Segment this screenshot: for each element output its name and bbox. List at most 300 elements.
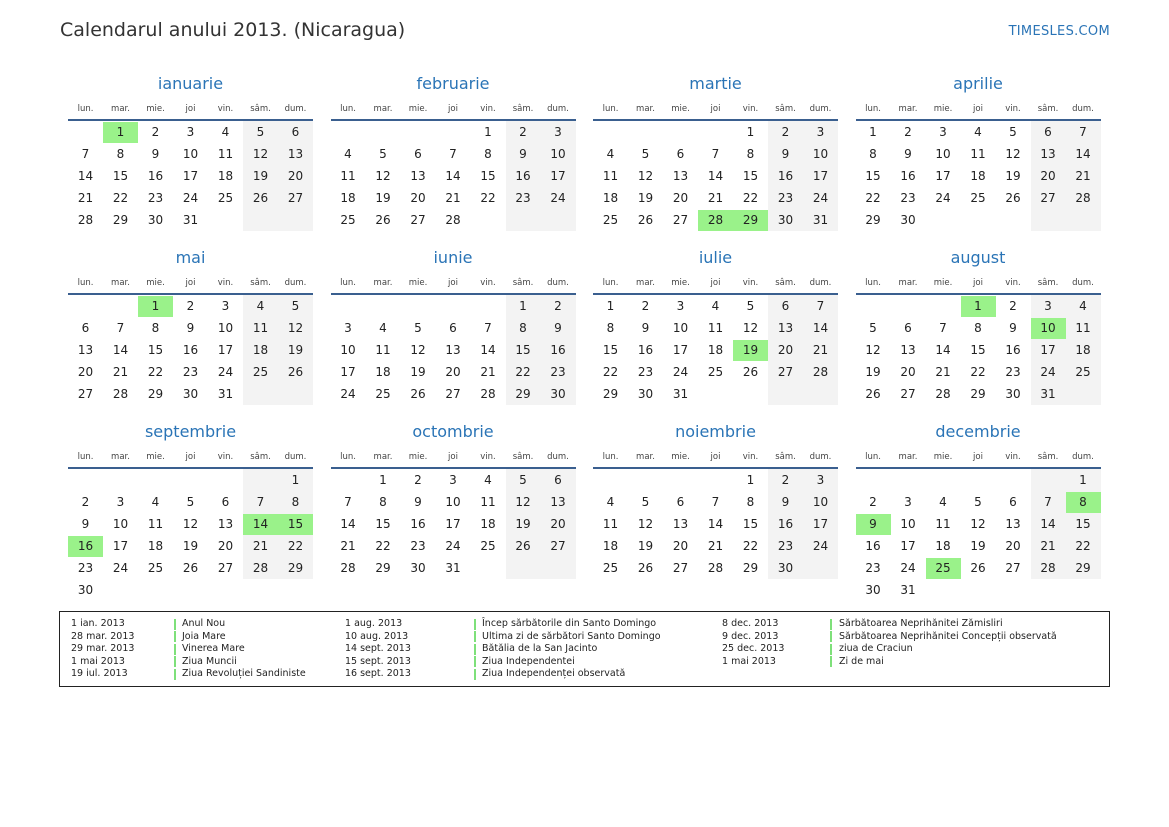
- day-cell: 29: [287, 561, 304, 575]
- weekday-header: joi: [973, 452, 983, 462]
- day-cell: 28: [812, 365, 829, 379]
- weekday-header: dum.: [284, 452, 307, 462]
- day-cell: 10: [550, 147, 566, 161]
- day-cell: 5: [256, 125, 265, 139]
- day-cell: 21: [77, 191, 94, 205]
- day-cell: 27: [410, 213, 426, 227]
- day-cell: 25: [147, 561, 164, 575]
- day-cell: 20: [77, 365, 94, 379]
- legend-date: 8 dec. 2013: [722, 618, 779, 629]
- day-cell: 29: [112, 213, 129, 227]
- month-title: iunie: [433, 248, 473, 267]
- day-cell: 1: [484, 125, 492, 139]
- day-cell: 26: [637, 561, 654, 575]
- day-cell: 28: [1075, 191, 1091, 205]
- legend-date: 29 mar. 2013: [71, 643, 135, 654]
- day-cell: 24: [672, 365, 689, 379]
- day-cell: 16: [410, 517, 426, 531]
- legend-marker: [830, 619, 832, 630]
- day-cell: 15: [480, 169, 496, 183]
- weekday-header: dum.: [1072, 104, 1094, 114]
- month-ianuarie: [68, 72, 313, 242]
- day-cell: 2: [781, 473, 790, 487]
- day-cell: 7: [711, 495, 720, 509]
- day-cell: 12: [637, 517, 654, 531]
- brand-link[interactable]: TIMESLES.COM: [1008, 24, 1110, 39]
- day-cell: 25: [1075, 365, 1091, 379]
- day-cell: 7: [816, 299, 825, 313]
- day-cell: 8: [746, 147, 755, 161]
- day-cell: 21: [252, 539, 269, 553]
- day-cell: 13: [777, 321, 794, 335]
- day-cell: 12: [375, 169, 391, 183]
- day-cell: 7: [256, 495, 265, 509]
- day-cell: 26: [410, 387, 426, 401]
- day-cell: 11: [375, 343, 391, 357]
- day-cell: 18: [935, 539, 951, 553]
- weekday-header: mie.: [933, 278, 953, 288]
- day-cell: 19: [637, 191, 654, 205]
- day-cell: 9: [81, 517, 90, 531]
- holiday-day: 8: [1066, 492, 1101, 513]
- day-cell: 14: [1075, 147, 1091, 161]
- weekday-header: mie.: [146, 452, 165, 462]
- weekday-header: mar.: [636, 452, 655, 462]
- legend-marker: [474, 631, 476, 642]
- day-cell: 19: [970, 539, 986, 553]
- day-cell: 26: [742, 365, 759, 379]
- weekday-header: lun.: [865, 278, 881, 288]
- day-cell: 1: [1079, 473, 1087, 487]
- day-cell: 19: [287, 343, 304, 357]
- day-cell: 25: [602, 561, 619, 575]
- day-cell: 27: [672, 213, 689, 227]
- day-cell: 20: [900, 365, 916, 379]
- day-cell: 13: [550, 495, 566, 509]
- weekday-header: mar.: [898, 104, 918, 114]
- legend-holiday-name: Joia Mare: [182, 630, 226, 642]
- weekday-header: dum.: [809, 452, 832, 462]
- day-cell: 14: [935, 343, 951, 357]
- day-cell: 24: [112, 561, 129, 575]
- day-cell: 24: [445, 539, 461, 553]
- month-aprilie: [856, 72, 1101, 242]
- weekday-header: mar.: [373, 452, 393, 462]
- day-cell: 11: [602, 169, 619, 183]
- legend-date: 19 iul. 2013: [71, 668, 128, 679]
- day-cell: 17: [217, 343, 234, 357]
- weekday-header: lun.: [865, 452, 881, 462]
- day-cell: 29: [970, 387, 986, 401]
- day-cell: 9: [781, 495, 790, 509]
- day-cell: 1: [746, 125, 755, 139]
- weekday-header: mie.: [671, 278, 690, 288]
- month-title: octombrie: [412, 422, 494, 441]
- day-cell: 12: [637, 169, 654, 183]
- day-cell: 20: [672, 539, 689, 553]
- legend-marker: [474, 656, 476, 667]
- weekday-header: mie.: [671, 104, 690, 114]
- day-cell: 22: [970, 365, 986, 379]
- day-cell: 1: [519, 299, 527, 313]
- holiday-day: 16: [68, 536, 103, 557]
- day-cell: 23: [900, 191, 916, 205]
- legend-holiday-name: Sărbătoarea Neprihănitei Concepții observată: [839, 630, 1057, 642]
- legend-holiday-name: ziua de Craciun: [839, 643, 913, 654]
- day-cell: 1: [746, 473, 755, 487]
- day-cell: 30: [550, 387, 566, 401]
- day-cell: 7: [116, 321, 125, 335]
- day-cell: 6: [291, 125, 300, 139]
- day-cell: 24: [1040, 365, 1056, 379]
- legend-marker: [474, 644, 476, 655]
- day-cell: 18: [375, 365, 391, 379]
- day-cell: 28: [252, 561, 269, 575]
- day-cell: 4: [256, 299, 265, 313]
- legend-date: 25 dec. 2013: [722, 643, 785, 654]
- day-cell: 25: [375, 387, 391, 401]
- weekday-header: lun.: [602, 452, 619, 462]
- day-cell: 24: [812, 539, 829, 553]
- day-cell: 16: [182, 343, 199, 357]
- weekday-header: mie.: [671, 452, 690, 462]
- day-cell: 10: [812, 147, 829, 161]
- month-title: noiembrie: [675, 422, 756, 441]
- month-iunie: [331, 246, 576, 416]
- weekday-header: sâm.: [250, 452, 271, 462]
- day-cell: 30: [777, 561, 794, 575]
- day-cell: 29: [515, 387, 531, 401]
- month-august: [856, 246, 1101, 416]
- day-cell: 28: [445, 213, 461, 227]
- day-cell: 17: [182, 169, 199, 183]
- day-cell: 18: [970, 169, 986, 183]
- day-cell: 7: [449, 147, 457, 161]
- day-cell: 25: [970, 191, 986, 205]
- day-cell: 5: [746, 299, 755, 313]
- weekday-header: lun.: [77, 104, 94, 114]
- day-cell: 9: [781, 147, 790, 161]
- holiday-legend: [59, 611, 1110, 687]
- day-cell: 5: [186, 495, 195, 509]
- day-cell: 16: [865, 539, 881, 553]
- page-title: Calendarul anului 2013. (Nicaragua): [60, 19, 406, 41]
- day-cell: 17: [812, 169, 829, 183]
- holiday-day: 14: [243, 514, 278, 535]
- day-cell: 25: [602, 213, 619, 227]
- month-title: februarie: [416, 74, 490, 93]
- day-cell: 6: [554, 473, 562, 487]
- day-cell: 16: [777, 517, 794, 531]
- day-cell: 26: [1005, 191, 1021, 205]
- holiday-day: 10: [1031, 318, 1066, 339]
- day-cell: 4: [711, 299, 720, 313]
- month-iulie: [593, 246, 838, 416]
- weekday-header: joi: [185, 104, 196, 114]
- day-cell: 24: [340, 387, 356, 401]
- day-cell: 12: [287, 321, 304, 335]
- day-cell: 4: [484, 473, 492, 487]
- day-cell: 28: [707, 561, 724, 575]
- legend-holiday-name: Ultima zi de sărbători Santo Domingo: [482, 630, 661, 642]
- month-title: ianuarie: [157, 74, 224, 93]
- day-cell: 25: [480, 539, 496, 553]
- day-cell: 16: [147, 169, 164, 183]
- day-cell: 21: [480, 365, 496, 379]
- day-cell: 23: [410, 539, 426, 553]
- day-cell: 18: [480, 517, 496, 531]
- weekday-header: dum.: [547, 278, 569, 288]
- day-cell: 6: [676, 495, 685, 509]
- weekday-header: vin.: [480, 104, 496, 114]
- weekday-header: sâm.: [1037, 278, 1059, 288]
- weekday-header: mie.: [933, 452, 953, 462]
- weekday-header: sâm.: [250, 278, 271, 288]
- day-cell: 7: [711, 147, 720, 161]
- legend-marker: [174, 669, 176, 680]
- day-cell: 29: [602, 387, 619, 401]
- day-cell: 20: [217, 539, 234, 553]
- day-cell: 23: [515, 191, 531, 205]
- month-martie: [593, 72, 838, 242]
- day-cell: 21: [935, 365, 951, 379]
- weekday-header: joi: [448, 452, 458, 462]
- day-cell: 25: [707, 365, 724, 379]
- day-cell: 19: [252, 169, 269, 183]
- legend-holiday-name: Bătălia de la San Jacinto: [482, 643, 598, 654]
- month-title: decembrie: [935, 422, 1021, 441]
- day-cell: 3: [449, 473, 457, 487]
- day-cell: 7: [1044, 495, 1052, 509]
- day-cell: 5: [641, 495, 650, 509]
- weekday-header: joi: [710, 104, 721, 114]
- day-cell: 24: [812, 191, 829, 205]
- legend-date: 14 sept. 2013: [345, 643, 411, 654]
- day-cell: 4: [221, 125, 230, 139]
- day-cell: 24: [900, 561, 916, 575]
- weekday-header: dum.: [809, 104, 832, 114]
- weekday-header: mie.: [933, 104, 953, 114]
- day-cell: 15: [147, 343, 164, 357]
- day-cell: 22: [515, 365, 531, 379]
- day-cell: 30: [777, 213, 794, 227]
- day-cell: 11: [252, 321, 269, 335]
- day-cell: 16: [637, 343, 654, 357]
- day-cell: 12: [410, 343, 426, 357]
- day-cell: 30: [900, 213, 916, 227]
- weekday-header: lun.: [340, 278, 356, 288]
- day-cell: 20: [672, 191, 689, 205]
- day-cell: 26: [515, 539, 531, 553]
- day-cell: 11: [1075, 321, 1091, 335]
- day-cell: 11: [480, 495, 496, 509]
- day-cell: 26: [182, 561, 199, 575]
- day-cell: 27: [672, 561, 689, 575]
- day-cell: 21: [1075, 169, 1091, 183]
- day-cell: 3: [554, 125, 562, 139]
- weekday-header: lun.: [602, 104, 619, 114]
- weekday-header: dum.: [1072, 452, 1094, 462]
- day-cell: 9: [641, 321, 650, 335]
- day-cell: 25: [252, 365, 269, 379]
- day-cell: 7: [1079, 125, 1087, 139]
- legend-date: 1 aug. 2013: [345, 618, 403, 629]
- holiday-day: 9: [856, 514, 891, 535]
- legend-marker: [474, 619, 476, 630]
- day-cell: 11: [602, 517, 619, 531]
- day-cell: 15: [742, 169, 759, 183]
- legend-holiday-name: Vinerea Mare: [182, 643, 245, 654]
- day-cell: 15: [602, 343, 619, 357]
- day-cell: 24: [550, 191, 566, 205]
- day-cell: 13: [77, 343, 94, 357]
- day-cell: 21: [707, 191, 724, 205]
- day-cell: 3: [816, 125, 825, 139]
- day-cell: 9: [904, 147, 912, 161]
- day-cell: 1: [291, 473, 300, 487]
- day-cell: 15: [112, 169, 129, 183]
- day-cell: 16: [515, 169, 531, 183]
- legend-date: 1 mai 2013: [722, 655, 776, 667]
- holiday-day: 25: [926, 558, 961, 579]
- day-cell: 13: [900, 343, 916, 357]
- legend-holiday-name: Ziua Independentei: [482, 655, 575, 667]
- legend-holiday-name: Sărbătoarea Neprihănitei Zămisliri: [839, 618, 1003, 629]
- holiday-day: 1: [103, 122, 138, 143]
- day-cell: 11: [147, 517, 164, 531]
- day-cell: 27: [550, 539, 566, 553]
- day-cell: 30: [182, 387, 199, 401]
- day-cell: 9: [519, 147, 527, 161]
- day-cell: 4: [606, 495, 615, 509]
- weekday-header: joi: [448, 104, 458, 114]
- month-octombrie: [331, 420, 576, 590]
- day-cell: 8: [519, 321, 527, 335]
- holiday-day: 28: [698, 210, 733, 231]
- day-cell: 8: [116, 147, 125, 161]
- day-cell: 23: [147, 191, 164, 205]
- day-cell: 17: [550, 169, 566, 183]
- day-cell: 31: [812, 213, 829, 227]
- legend-holiday-name: Zi de mai: [839, 655, 884, 667]
- weekday-header: dum.: [809, 278, 832, 288]
- day-cell: 23: [77, 561, 94, 575]
- legend-marker: [174, 631, 176, 642]
- day-cell: 9: [1009, 321, 1017, 335]
- day-cell: 7: [484, 321, 492, 335]
- day-cell: 10: [900, 517, 916, 531]
- day-cell: 9: [186, 321, 195, 335]
- month-title: august: [950, 248, 1006, 267]
- legend-date: 1 mai 2013: [71, 655, 125, 667]
- day-cell: 11: [935, 517, 951, 531]
- day-cell: 13: [1040, 147, 1056, 161]
- weekday-header: vin.: [1005, 452, 1021, 462]
- holiday-day: 19: [733, 340, 768, 361]
- weekday-header: vin.: [742, 104, 759, 114]
- day-cell: 20: [550, 517, 566, 531]
- day-cell: 14: [340, 517, 356, 531]
- day-cell: 11: [340, 169, 356, 183]
- day-cell: 18: [252, 343, 269, 357]
- calendar-grid: [68, 72, 1102, 612]
- weekday-header: joi: [185, 278, 196, 288]
- day-cell: 31: [182, 213, 199, 227]
- day-cell: 3: [186, 125, 195, 139]
- weekday-header: vin.: [217, 278, 234, 288]
- day-cell: 23: [777, 539, 794, 553]
- day-cell: 31: [1040, 387, 1056, 401]
- day-cell: 31: [672, 387, 689, 401]
- day-cell: 22: [480, 191, 496, 205]
- day-cell: 19: [637, 539, 654, 553]
- weekday-header: dum.: [547, 104, 569, 114]
- day-cell: 6: [414, 147, 422, 161]
- weekday-header: joi: [448, 278, 458, 288]
- day-cell: 17: [340, 365, 356, 379]
- day-cell: 18: [1075, 343, 1091, 357]
- day-cell: 2: [1009, 299, 1017, 313]
- month-mai: [68, 246, 313, 416]
- day-cell: 7: [939, 321, 947, 335]
- day-cell: 27: [1040, 191, 1056, 205]
- weekday-header: lun.: [77, 452, 94, 462]
- legend-holiday-name: Încep sărbătorile din Santo Domingo: [482, 618, 657, 629]
- month-septembrie: [68, 420, 313, 597]
- weekday-header: sâm.: [1037, 104, 1059, 114]
- day-cell: 27: [777, 365, 794, 379]
- day-cell: 18: [602, 191, 619, 205]
- day-cell: 4: [939, 495, 947, 509]
- day-cell: 18: [602, 539, 619, 553]
- month-title: martie: [689, 74, 742, 93]
- day-cell: 2: [904, 125, 912, 139]
- day-cell: 15: [970, 343, 986, 357]
- day-cell: 28: [480, 387, 496, 401]
- day-cell: 22: [742, 191, 759, 205]
- day-cell: 26: [252, 191, 269, 205]
- day-cell: 27: [217, 561, 234, 575]
- day-cell: 28: [1040, 561, 1056, 575]
- weekday-header: joi: [185, 452, 196, 462]
- weekday-header: mar.: [898, 278, 918, 288]
- day-cell: 27: [445, 387, 461, 401]
- day-cell: 10: [935, 147, 951, 161]
- day-cell: 7: [81, 147, 90, 161]
- legend-marker: [830, 656, 832, 667]
- day-cell: 26: [375, 213, 391, 227]
- day-cell: 2: [151, 125, 160, 139]
- day-cell: 20: [287, 169, 304, 183]
- day-cell: 18: [217, 169, 234, 183]
- day-cell: 17: [935, 169, 951, 183]
- day-cell: 21: [812, 343, 829, 357]
- day-cell: 5: [1009, 125, 1017, 139]
- day-cell: 6: [221, 495, 230, 509]
- legend-holiday-name: Anul Nou: [182, 618, 226, 629]
- holiday-day: 15: [278, 514, 313, 535]
- day-cell: 20: [777, 343, 794, 357]
- day-cell: 17: [445, 517, 461, 531]
- day-cell: 29: [742, 561, 759, 575]
- weekday-header: mar.: [111, 278, 130, 288]
- day-cell: 21: [707, 539, 724, 553]
- weekday-header: joi: [973, 278, 983, 288]
- legend-marker: [174, 644, 176, 655]
- day-cell: 4: [974, 125, 982, 139]
- day-cell: 19: [1005, 169, 1021, 183]
- weekday-header: vin.: [480, 452, 496, 462]
